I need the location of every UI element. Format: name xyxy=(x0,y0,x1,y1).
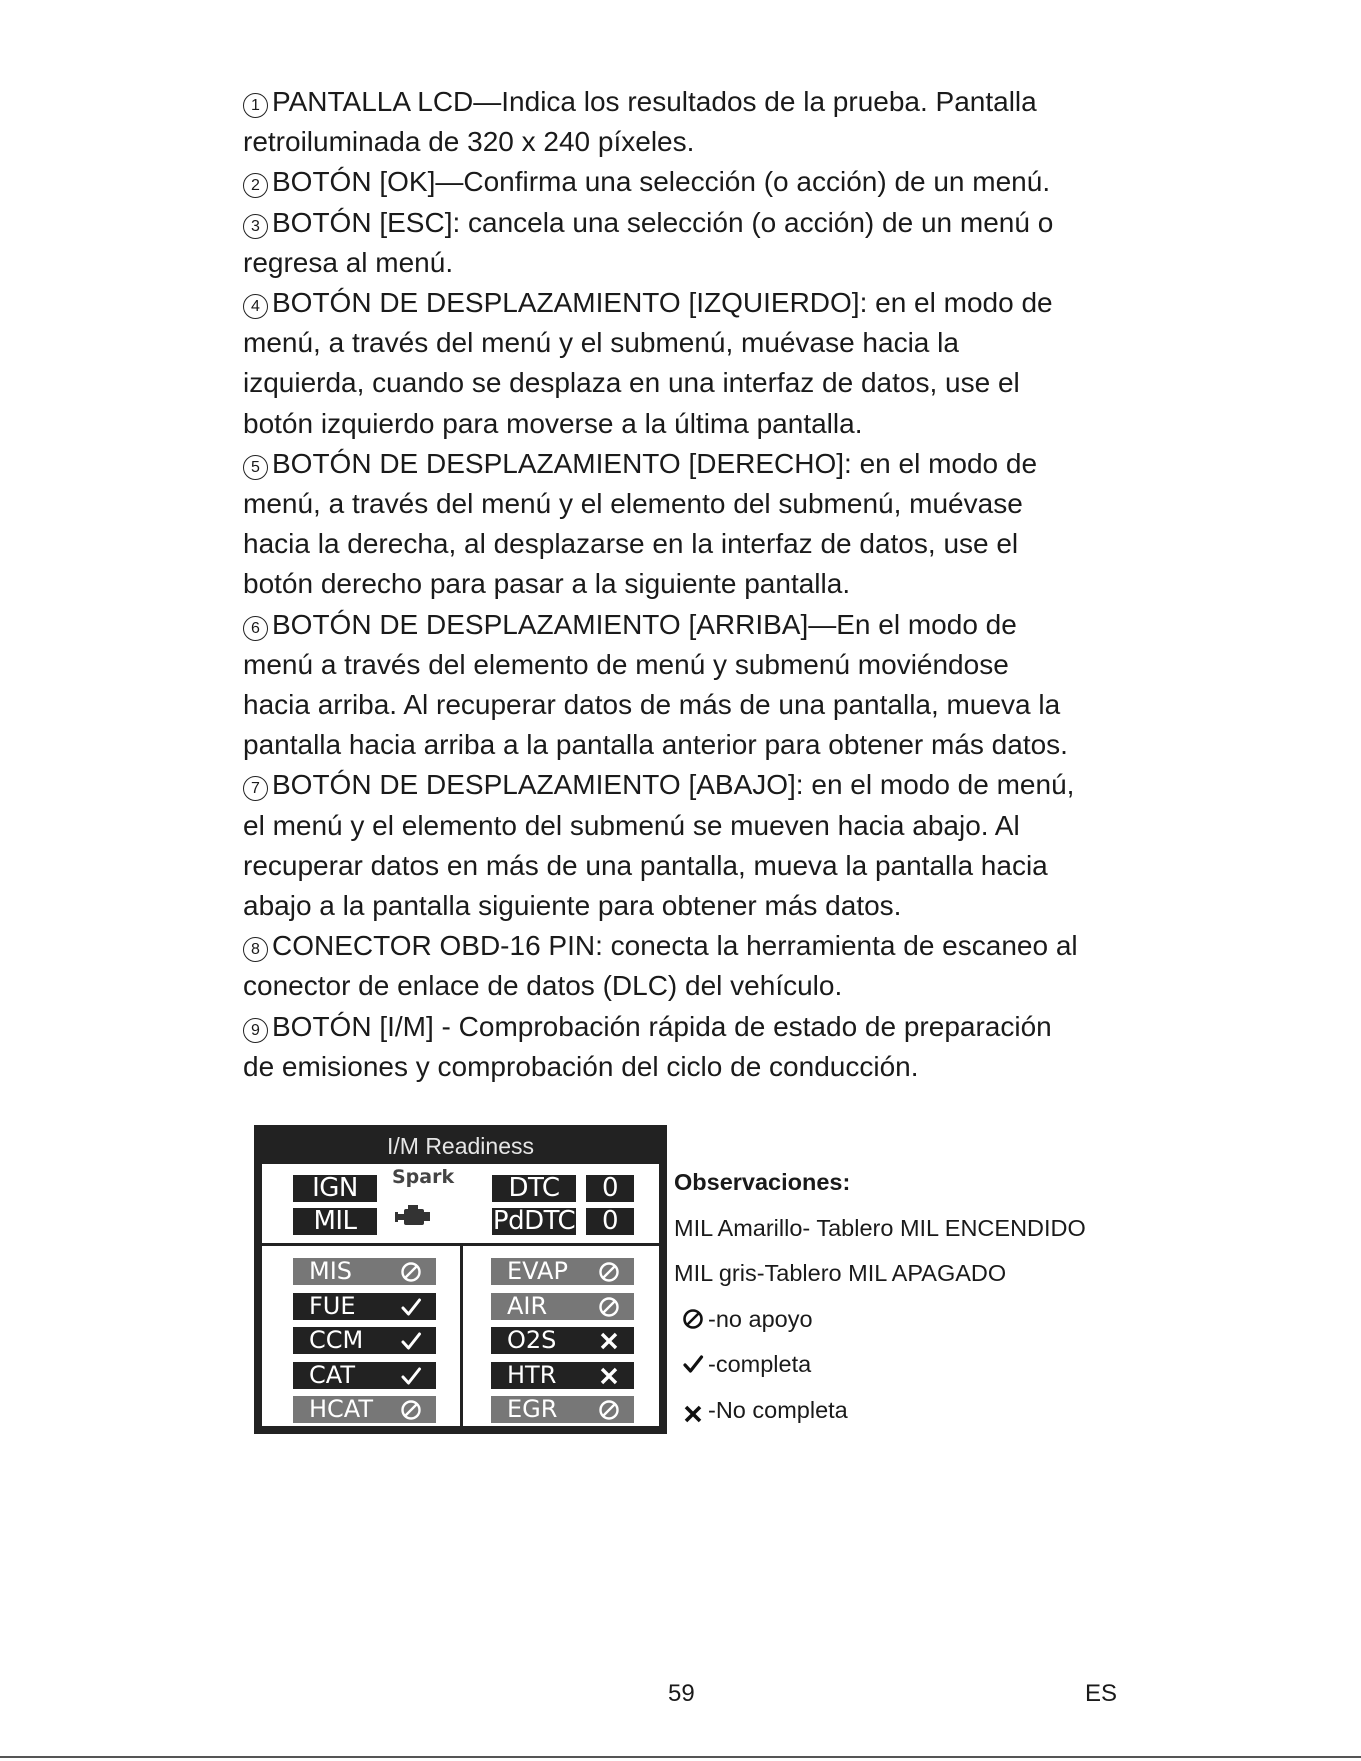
bottom-divider xyxy=(0,1756,1361,1758)
text-line: PANTALLA LCD—Indica los resultados de la prueba. Pantalla xyxy=(272,86,1037,117)
monitor-label: FUE xyxy=(309,1291,356,1320)
text-line: abajo a la pantalla siguiente para obtener más datos. xyxy=(243,890,902,922)
checkmark-icon xyxy=(400,1296,422,1318)
ign-label: IGN xyxy=(293,1175,377,1202)
observations-heading: Observaciones: xyxy=(674,1169,851,1195)
mil-label: MIL xyxy=(293,1208,377,1235)
legend-not-supported xyxy=(674,1297,1086,1343)
monitor-label: CCM xyxy=(309,1326,364,1354)
monitor-label: MIS xyxy=(309,1257,353,1285)
text-line: BOTÓN DE DESPLAZAMIENTO [DERECHO]: en el modo de xyxy=(272,447,1038,479)
monitor-label: EVAP xyxy=(507,1257,568,1285)
monitor-mis xyxy=(293,1258,436,1285)
not-supported-icon xyxy=(682,1308,704,1330)
text-line: CONECTOR OBD-16 PIN: conecta la herramienta de escaneo al xyxy=(272,930,1078,962)
text-line: pantalla hacia arriba a la pantalla anterior para obtener más datos. xyxy=(243,729,1068,761)
text-line: conector de enlace de datos (DLC) del vehículo. xyxy=(243,970,843,1002)
monitor-label: HTR xyxy=(507,1360,557,1389)
monitor-label: HCAT xyxy=(309,1395,374,1423)
text-line: el menú y el elemento del submenú se mueven hacia abajo. Al xyxy=(243,809,1020,841)
item-lcd-screen xyxy=(243,82,1333,122)
legend-not-supported-text: -no apoyo xyxy=(708,1305,813,1332)
text-line: botón izquierdo para moverse a la última pantalla. xyxy=(243,407,863,439)
item-right-button xyxy=(243,444,1333,484)
pddtc-count: 0 xyxy=(586,1208,634,1235)
im-readiness-screen xyxy=(254,1125,667,1434)
dtc-count: 0 xyxy=(586,1175,634,1202)
legend-complete xyxy=(674,1342,1086,1388)
text-line: menú a través del elemento de menú y submenú moviéndose xyxy=(243,648,1009,680)
cross-icon xyxy=(682,1403,704,1425)
circled-number: 7 xyxy=(243,776,268,801)
circled-number: 4 xyxy=(243,294,268,319)
item-down-button xyxy=(243,765,1333,805)
monitor-evap xyxy=(491,1258,634,1285)
text-line: retroiluminada de 320 x 240 píxeles. xyxy=(243,126,695,158)
text-line: menú, a través del menú y el elemento del submenú, muévase xyxy=(243,488,1023,520)
screen-title: I/M Readiness xyxy=(386,1133,534,1159)
monitor-egr xyxy=(491,1396,634,1423)
text-line: BOTÓN DE DESPLAZAMIENTO [ABAJO]: en el modo de menú, xyxy=(272,769,1075,801)
text-line: recuperar datos en más de una pantalla, mueva la pantalla hacia xyxy=(243,849,1048,881)
circled-number: 5 xyxy=(243,455,268,480)
checkmark-icon xyxy=(400,1365,422,1387)
language-code: ES xyxy=(1085,1680,1118,1707)
text-line: regresa al menú. xyxy=(243,246,454,278)
legend-incomplete-text: -No completa xyxy=(708,1396,848,1423)
dtc-label: DTC xyxy=(492,1175,576,1202)
monitor-label: AIR xyxy=(507,1291,548,1320)
not-supported-icon xyxy=(400,1261,422,1283)
text-line: BOTÓN [OK]—Confirma una selección (o acción) de un menú. xyxy=(272,166,1051,198)
legend-complete-text: -completa xyxy=(708,1351,812,1377)
observation-mil-yellow: MIL Amarillo- Tablero MIL ENCENDIDO xyxy=(674,1214,1086,1241)
text-line: hacia arriba. Al recuperar datos de más de una pantalla, mueva la xyxy=(243,689,1061,721)
monitor-hcat xyxy=(293,1396,436,1423)
monitor-htr xyxy=(491,1362,634,1389)
monitor-air xyxy=(491,1293,634,1320)
item-im-button xyxy=(243,1007,1333,1047)
text-line: hacia la derecha, al desplazarse en la interfaz de datos, use el xyxy=(243,528,1019,560)
checkmark-icon xyxy=(682,1353,704,1375)
text-line: de emisiones y comprobación del ciclo de conducción. xyxy=(243,1050,919,1082)
monitor-label: O2S xyxy=(507,1326,557,1354)
item-up-button xyxy=(243,605,1333,645)
item-ok-button xyxy=(243,162,1333,202)
cross-icon xyxy=(598,1365,620,1387)
spark-label: Spark xyxy=(392,1166,455,1188)
monitor-label: EGR xyxy=(507,1395,558,1423)
monitor-cat xyxy=(293,1362,436,1389)
circled-number: 3 xyxy=(243,214,268,239)
monitor-label: CAT xyxy=(309,1360,355,1389)
text-line: BOTÓN [ESC]: cancela una selección (o acción) de un menú o xyxy=(272,206,1054,238)
circled-number: 1 xyxy=(243,93,268,118)
item-esc-button xyxy=(243,203,1333,243)
monitor-o2s xyxy=(491,1327,634,1354)
circled-number: 2 xyxy=(243,173,268,198)
item-obd-connector xyxy=(243,926,1333,966)
text-line: izquierda, cuando se desplaza en una interfaz de datos, use el xyxy=(243,367,1020,399)
monitor-fue xyxy=(293,1293,436,1320)
not-supported-icon xyxy=(598,1399,620,1421)
monitor-list-left xyxy=(262,1246,460,1426)
item-left-button xyxy=(243,283,1333,323)
page-number: 59 xyxy=(668,1680,695,1707)
pddtc-label: PdDTC xyxy=(492,1206,576,1236)
observation-mil-grey: MIL gris-Tablero MIL APAGADO xyxy=(674,1260,1007,1286)
observations xyxy=(674,1160,1086,1433)
instructions-text xyxy=(243,82,1333,1087)
text-line: BOTÓN DE DESPLAZAMIENTO [ARRIBA]—En el modo de xyxy=(272,608,1017,640)
text-line: BOTÓN [I/M] - Comprobación rápida de estado de preparación xyxy=(272,1010,1052,1042)
text-line: BOTÓN DE DESPLAZAMIENTO [IZQUIERDO]: en el modo de xyxy=(272,287,1053,319)
cross-icon xyxy=(598,1330,620,1352)
monitor-list-right xyxy=(463,1246,659,1426)
circled-number: 6 xyxy=(243,616,268,641)
monitor-ccm xyxy=(293,1327,436,1354)
checkmark-icon xyxy=(400,1330,422,1352)
legend-incomplete xyxy=(674,1388,1086,1434)
screen-status-panel xyxy=(262,1164,659,1243)
circled-number: 9 xyxy=(243,1018,268,1043)
not-supported-icon xyxy=(598,1261,620,1283)
engine-icon xyxy=(395,1204,433,1228)
not-supported-icon xyxy=(400,1399,422,1421)
circled-number: 8 xyxy=(243,937,268,962)
text-line: botón derecho para pasar a la siguiente pantalla. xyxy=(243,568,851,600)
not-supported-icon xyxy=(598,1296,620,1318)
text-line: menú, a través del menú y el submenú, muévase hacia la xyxy=(243,327,959,359)
